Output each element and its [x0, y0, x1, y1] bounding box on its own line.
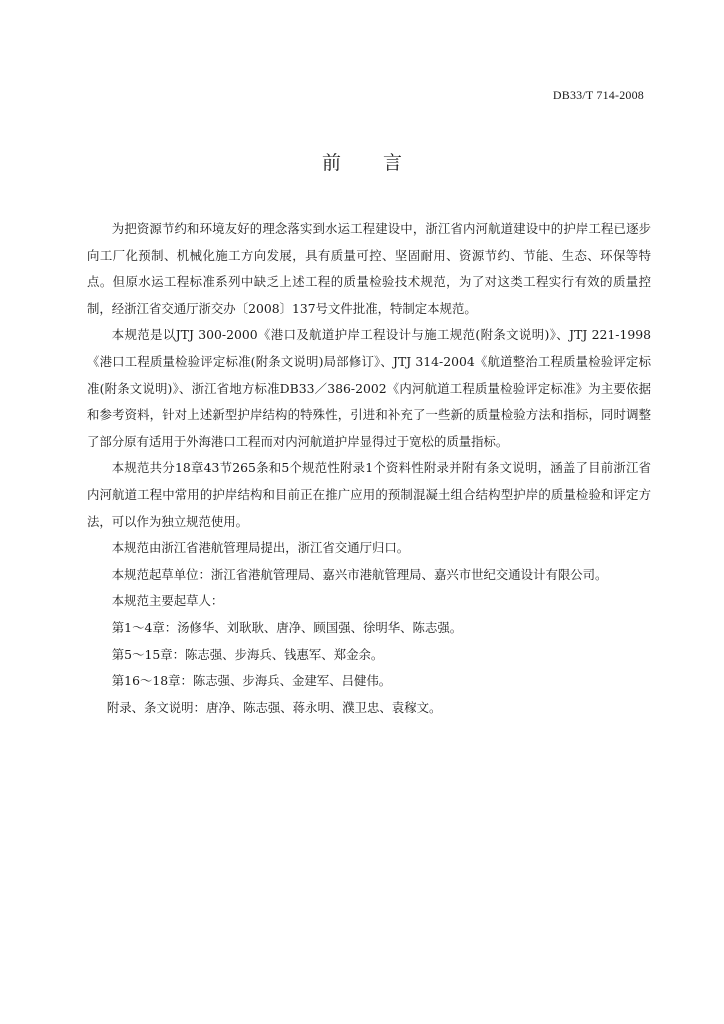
- page-title: 前言: [321, 152, 444, 174]
- paragraph-scope: 本规范共分18章43节265条和5个规范性附录1个资料性附录并附有条文说明，涵盖了目前浙江省内河航道工程中常用的护岸结构和目前正在推广应用的预制混凝土组合结构型护岸的质量检验和评定方法，可以作为独立规范使用。: [87, 460, 651, 529]
- line-drafters-ch5-15: 第5～15章：陈志强、步海兵、钱惠军、郑金余。: [111, 646, 384, 662]
- document-code: DB33/T 714-2008: [552, 88, 644, 102]
- paragraph-references: 本规范是以JTJ 300-2000《港口及航道护岸工程设计与施工规范(附条文说明)》、JTJ 221-1998《港口工程质量检验评定标准(附条文说明)局部修订》、JTJ 314-2004《航道整治工程质量检验评定标准(附条文说明)》、浙江省地方标准DB33／386-2002《内河航道工程质量检验评定标准》为主要依据和参考资料，针对上述新型护岸结构的特殊性，引进和补充了一些新的质量检验方法和指标，同时调整了部分原有适用于外海港口工程而对内河航道护岸显得过于宽松的质量指标。: [87, 327, 651, 449]
- line-drafters-ch16-18: 第16～18章：陈志强、步海兵、金建军、吕健伟。: [111, 673, 392, 689]
- paragraph-purpose: 为把资源节约和环境友好的理念落实到水运工程建设中，浙江省内河航道建设中的护岸工程已逐步向工厂化预制、机械化施工方向发展，具有质量可控、坚固耐用、资源节约、节能、生态、环保等特点。但原水运工程标准系列中缺乏上述工程的质量检验技术规范，为了对这类工程实行有效的质量控制，经浙江省交通厅浙交办〔2008〕137号文件批准，特制定本规范。: [87, 221, 651, 316]
- line-drafters-appendix: 附录、条文说明：唐净、陈志强、蒋永明、濮卫忠、袁稼文。: [106, 699, 442, 715]
- line-drafting-units: 本规范起草单位：浙江省港航管理局、嘉兴市港航管理局、嘉兴市世纪交通设计有限公司。: [111, 566, 608, 582]
- line-drafters-ch1-4: 第1～4章：汤修华、刘耿耿、唐净、顾国强、徐明华、陈志强。: [111, 619, 463, 635]
- preface-body: [87, 216, 651, 721]
- line-drafters-heading: 本规范主要起草人：: [111, 593, 224, 609]
- line-proposer: 本规范由浙江省港航管理局提出，浙江省交通厅归口。: [111, 540, 410, 556]
